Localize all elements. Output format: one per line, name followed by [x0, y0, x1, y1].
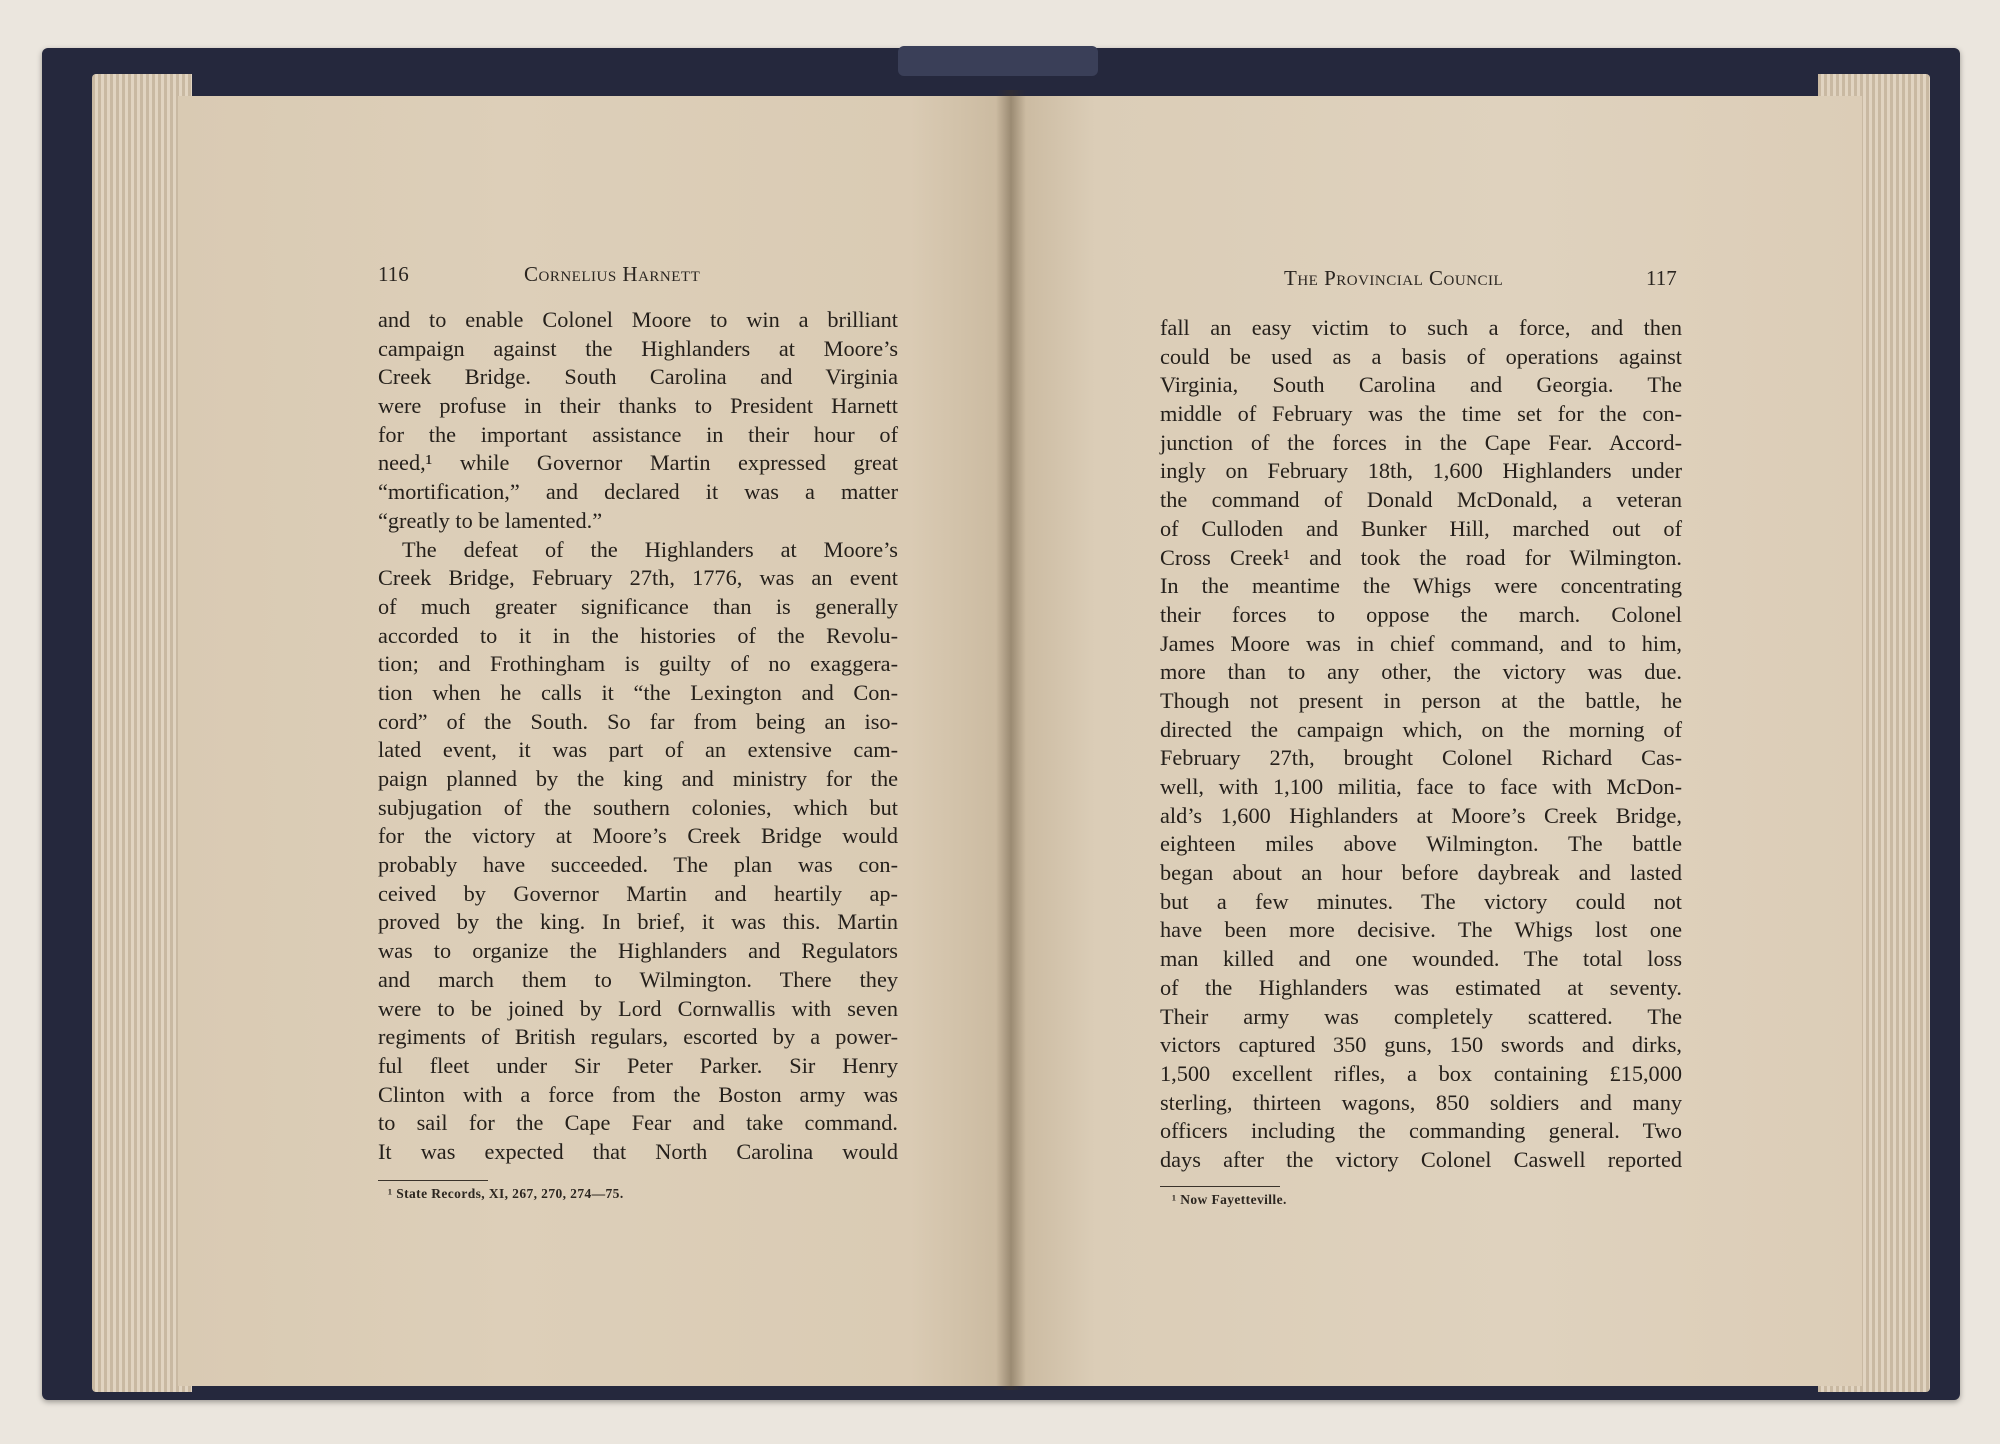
text-line: were profuse in their thanks to President Harnett — [378, 393, 898, 419]
text-line: of much greater significance than is generally — [378, 593, 898, 619]
text-line: ald’s 1,600 Highlanders at Moore’s Creek Bridge, — [1160, 802, 1682, 828]
text-line: to sail for the Cape Fear and take command. — [378, 1110, 898, 1136]
text-line: of Culloden and Bunker Hill, marched out of — [1160, 515, 1682, 541]
text-line: “mortification,” and declared it was a matter — [378, 479, 898, 505]
text-line: ceived by Governor Martin and heartily ap- — [378, 880, 898, 906]
text-line: tion when he calls it “the Lexington and Con- — [378, 679, 898, 705]
book-gutter — [996, 90, 1026, 1390]
text-line: need,¹ while Governor Martin expressed great — [378, 450, 898, 476]
text-line: Virginia, South Carolina and Georgia. The — [1160, 372, 1682, 398]
text-line: of the Highlanders was estimated at seventy. — [1160, 974, 1682, 1000]
footnote-rule — [1160, 1186, 1280, 1187]
text-line: Their army was completely scattered. The — [1160, 1003, 1682, 1029]
right-page-number: 117 — [1646, 266, 1677, 290]
text-line: paign planned by the king and ministry for the — [378, 766, 898, 791]
text-line: ingly on February 18th, 1,600 Highlanders under — [1160, 458, 1682, 484]
text-line: campaign against the Highlanders at Moore’s — [378, 335, 898, 361]
text-line: for the victory at Moore’s Creek Bridge would — [378, 823, 898, 849]
text-line: but a few minutes. The victory could not — [1160, 888, 1682, 914]
text-line: and to enable Colonel Moore to win a brilliant — [378, 307, 898, 332]
text-line: directed the campaign which, on the morning of — [1160, 716, 1682, 742]
left-page-body — [378, 306, 898, 1167]
text-line: Though not present in person at the battle, he — [1160, 687, 1682, 713]
text-line: Creek Bridge. South Carolina and Virginia — [378, 364, 898, 390]
footnote-rule — [378, 1180, 488, 1181]
text-line: Cross Creek¹ and took the road for Wilmington. — [1160, 544, 1682, 570]
text-line: man killed and one wounded. The total loss — [1160, 946, 1682, 972]
text-line: their forces to oppose the march. Colonel — [1160, 601, 1682, 627]
text-line: could be used as a basis of operations against — [1160, 343, 1682, 369]
text-line: ful fleet under Sir Peter Parker. Sir Henry — [378, 1052, 898, 1078]
text-line: regiments of British regulars, escorted by a power- — [378, 1024, 898, 1050]
text-line: officers including the commanding general. Two — [1160, 1118, 1682, 1144]
text-line: sterling, thirteen wagons, 850 soldiers and many — [1160, 1089, 1682, 1115]
text-line: days after the victory Colonel Caswell reported — [1160, 1146, 1682, 1172]
text-line: the command of Donald McDonald, a veteran — [1160, 487, 1682, 513]
left-running-title: Cornelius Harnett — [524, 262, 701, 286]
right-page-body — [1160, 314, 1682, 1175]
text-line: was to organize the Highlanders and Regulators — [378, 938, 898, 964]
text-line: middle of February was the time set for the con- — [1160, 401, 1682, 427]
text-line: It was expected that North Carolina would — [378, 1138, 898, 1164]
text-line: In the meantime the Whigs were concentrating — [1160, 573, 1682, 599]
left-footnote: ¹ State Records, XI, 267, 270, 274—75. — [388, 1186, 624, 1201]
text-line: and march them to Wilmington. There they — [378, 966, 898, 992]
text-line: 1,500 excellent rifles, a box containing £15,000 — [1160, 1060, 1682, 1086]
text-line: James Moore was in chief command, and to him, — [1160, 630, 1682, 656]
text-line: Clinton with a force from the Boston army was — [378, 1081, 898, 1107]
left-page-number: 116 — [378, 262, 409, 286]
text-line: tion; and Frothingham is guilty of no exaggera- — [378, 651, 898, 677]
text-line: The defeat of the Highlanders at Moore’s — [402, 536, 898, 562]
text-line: victors captured 350 guns, 150 swords and dirks, — [1160, 1032, 1682, 1058]
text-line: fall an easy victim to such a force, and then — [1160, 315, 1682, 340]
book-spine — [898, 46, 1098, 76]
text-line: began about an hour before daybreak and lasted — [1160, 860, 1682, 886]
text-line: eighteen miles above Wilmington. The battle — [1160, 831, 1682, 857]
text-line: accorded to it in the histories of the Revolu- — [378, 622, 898, 648]
text-line: have been more decisive. The Whigs lost one — [1160, 917, 1682, 943]
text-line: cord” of the South. So far from being an iso- — [378, 708, 898, 734]
text-line: proved by the king. In brief, it was this. Martin — [378, 909, 898, 935]
text-line: were to be joined by Lord Cornwallis with seven — [378, 995, 898, 1021]
right-footnote: ¹ Now Fayetteville. — [1172, 1192, 1287, 1207]
text-line: lated event, it was part of an extensive cam- — [378, 737, 898, 763]
text-line: subjugation of the southern colonies, which but — [378, 794, 898, 820]
text-line: probably have succeeded. The plan was con- — [378, 852, 898, 878]
text-line: junction of the forces in the Cape Fear. Accord- — [1160, 429, 1682, 455]
text-line: February 27th, brought Colonel Richard Cas- — [1160, 745, 1682, 771]
left-page-edges — [92, 74, 192, 1392]
text-line: Creek Bridge, February 27th, 1776, was an event — [378, 565, 898, 591]
text-line: for the important assistance in their hour of — [378, 421, 898, 447]
text-line: more than to any other, the victory was due. — [1160, 659, 1682, 685]
text-line: well, with 1,100 militia, face to face with McDon- — [1160, 774, 1682, 799]
text-line: “greatly to be lamented.” — [378, 507, 603, 533]
right-running-title: The Provincial Council — [1284, 266, 1504, 290]
